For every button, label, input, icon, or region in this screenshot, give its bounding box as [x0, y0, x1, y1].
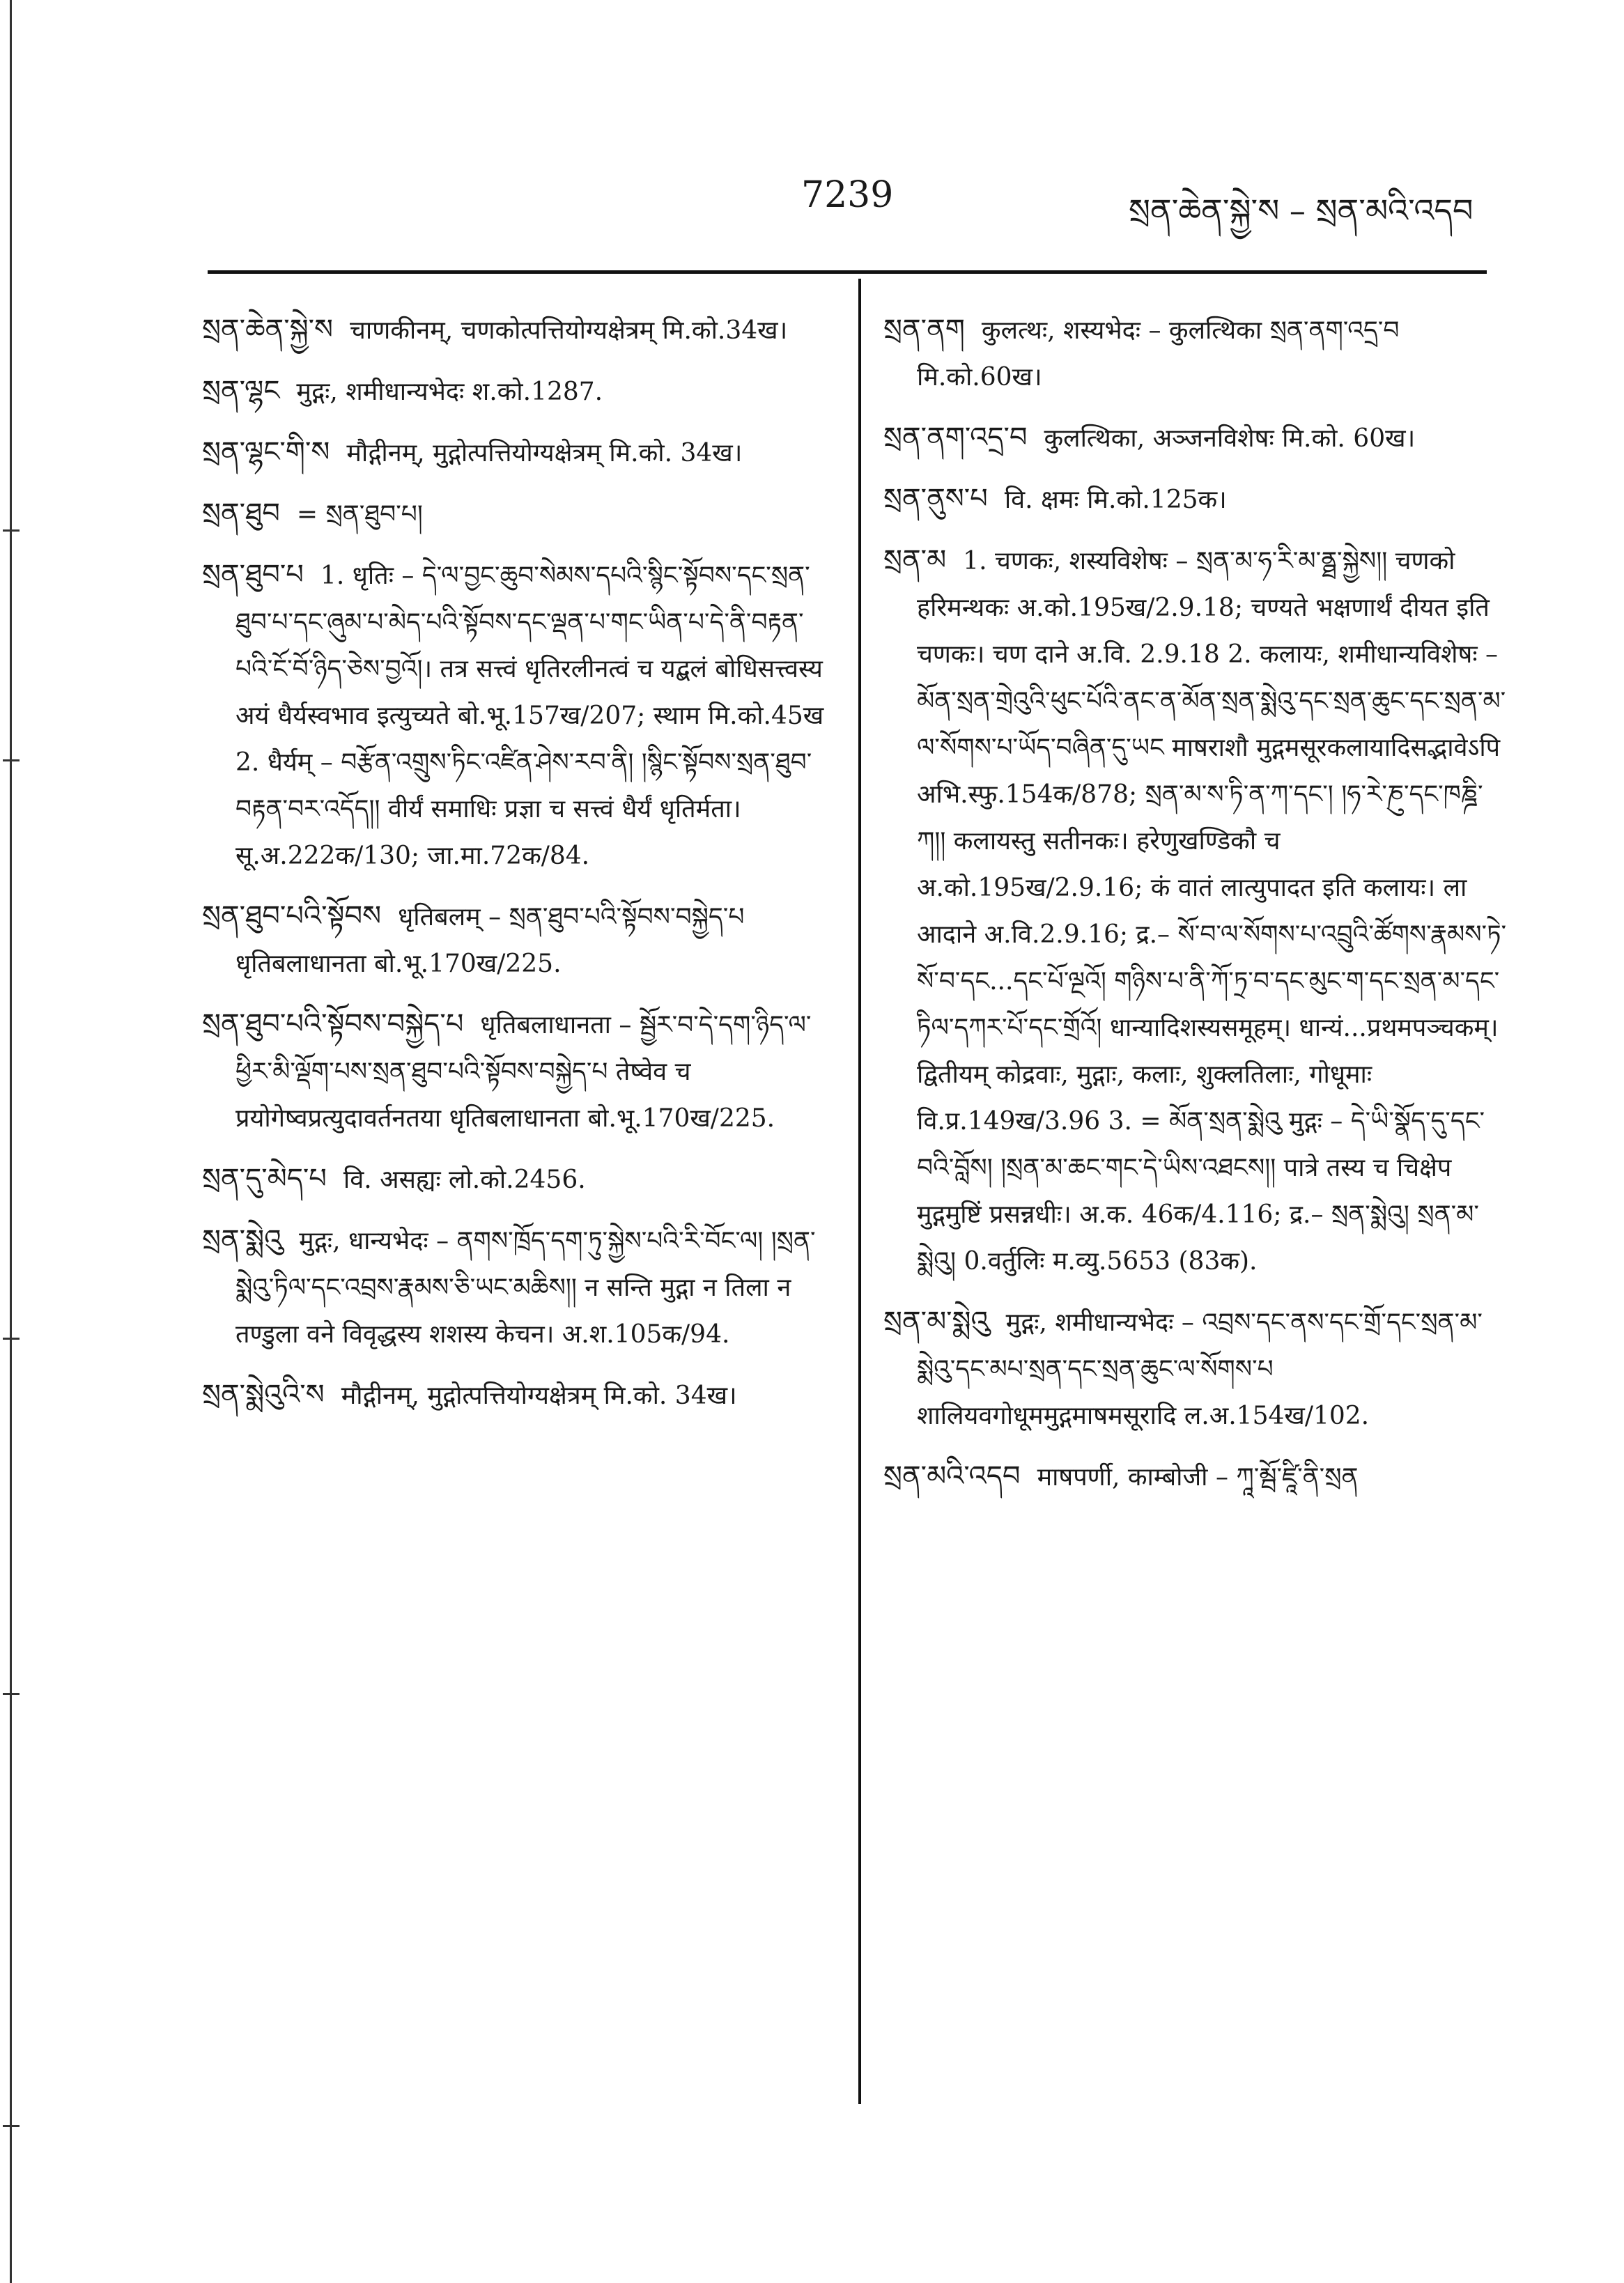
entry-headword: སྲན་མ — [883, 544, 947, 576]
binding-mark — [3, 2125, 20, 2127]
binding-line — [10, 0, 12, 2283]
running-head: སྲན་ཆེན་སྐྱེ་ས – སྲན་མའི་འདབ — [1129, 192, 1474, 229]
dictionary-entry — [883, 1453, 1507, 1501]
binding-mark — [3, 529, 20, 532]
binding-mark — [3, 1338, 20, 1340]
entry-headword: སྲན་མའི་འདབ — [883, 1460, 1021, 1492]
dictionary-entry — [202, 429, 836, 477]
header-rule — [208, 270, 1487, 274]
entry-definition: 1. धृतिः – དེ་ལ་བྱང་ཆུབ་སེམས་དཔའི་སྙིང་སྟོབས་དང་སྲན་ཐུབ་པ་དང་ཞུམ་པ་མེད་པའི་སྟོབས་དང་ལྡན་པ་གང་ཡིན་པ་དེ་ནི་བརྟན་པའི་ངོ་བོ་ཉིད་ཅེས་བྱའོ།। तत्र सत्त्वं धृतिरलीनत्वं च यद्बलं बोधिसत्त्वस्य अयं धैर्यस्वभाव इत्युच्यते बो.भू.157ख/207; स्थाम मि.को.45ख 2. धैर्यम् – བརྩོན་འགྲུས་ཏིང་འཛིན་ཤེས་རབ་ནི། །སྙིང་སྟོབས་སྲན་ཐུབ་བརྟན་བར་འདོད།། वीर्यं समाधिः प्रज्ञा च सत्त्वं धैर्यं धृतिर्मता। सू.अ.222क/130; जा.मा.72क/84. — [235, 562, 824, 870]
entry-headword: སྲན་ཐུབ — [202, 497, 280, 529]
dictionary-entry — [202, 1156, 836, 1203]
dictionary-entry — [883, 307, 1507, 401]
binding-mark — [3, 1693, 20, 1695]
dictionary-entry — [202, 368, 836, 415]
entry-headword: སྲན་མ་སྨེའུ — [883, 1306, 989, 1338]
dictionary-entry — [883, 1299, 1507, 1439]
dictionary-entry — [202, 552, 836, 879]
entry-definition: मौद्गीनम्, मुद्गोत्पत्तियोग्यक्षेत्रम् मि.को. 34ख। — [341, 1382, 737, 1410]
entry-definition: धृतिबलाधानता – སྦྱོར་བ་དེ་དག་ཉིད་ལ་ཕྱིར་མི་ལྡོག་པས་སྲན་ཐུབ་པའི་སྟོབས་བསྐྱེད་པ तेष्वेव च प्रयोगेष्वप्रत्युदावर्तनतया धृतिबलाधानता बो.भू.170ख/225. — [235, 1011, 812, 1133]
entry-definition: मुद्गः, धान्यभेदः – ནགས་ཁྲོད་དག་ཏུ་སྐྱེས་པའི་རི་བོང་ལ། །སྲན་སྨེའུ་ཏིལ་དང་འབྲས་རྣམས་ཅི་ཡང་མཆིས།། न सन्ति मुद्गा न तिला न तण्डुला वने विवृद्धस्य शशस्य केचन। अ.श.105क/94. — [235, 1227, 816, 1349]
entry-definition: धृतिबलम् – སྲན་ཐུབ་པའི་སྟོབས་བསྐྱེད་པ धृतिबलाधानता बो.भू.170ख/225. — [235, 903, 745, 978]
entry-headword: སྲན་ལྷང་གི་ས — [202, 436, 330, 468]
entry-definition: वि. असह्यः लो.को.2456. — [343, 1166, 586, 1194]
entry-headword: སྲན་ཆེན་སྐྱེ་ས — [202, 314, 334, 346]
entry-headword: སྲན་དུ་མེད་པ — [202, 1163, 327, 1195]
entry-headword: སྲན་ལྷང — [202, 375, 280, 407]
dictionary-entry — [883, 415, 1507, 462]
entry-definition: 1. चणकः, शस्यविशेषः – སྲན་མ་ཧ་རི་མ་ནྠ་སྐྱེས།། चणको हरिमन्थकः अ.को.195ख/2.9.18; चण्यते भक्षणार्थं दीयत इति चणकः। चण दाने अ.वि. 2.9.18 2. कलायः, शमीधान्यविशेषः – མོན་སྲན་གྲེའུའི་ཕུང་པོའི་ནང་ན་མོན་སྲན་སྨེའུ་དང་སྲན་ཆུང་དང་སྲན་མ་ལ་སོགས་པ་ཡོད་བཞིན་དུ་ཡང माषराशौ मुद्गमसूरकलायादिसद्भावेऽपि अभि.स्फु.154क/878; སྲན་མ་ས་ཏི་ན་ཀ་དང་། །ཧ་རེ་ཎུ་དང་ཁཎྜི་ཀ།། कलायस्तु सतीनकः। हरेणुखण्डिकौ च अ.को.195ख/2.9.16; कं वातं लात्युपादत इति कलायः। ला आदाने अ.वि.2.9.16; द्र.– སོ་བ་ལ་སོགས་པ་འབྲུའི་ཚོགས་རྣམས་ཏེ་སོ་བ་དང...དང་པོ་ལྔའོ། གཉིས་པ་ནི་ཀོ་ཏྲ་བ་དང་མུང་ག་དང་སྲན་མ་དང་ཏིལ་དཀར་པོ་དང་གྲོའོ། धान्यादिशस्यसमूहम्। धान्यं...प्रथमपञ्चकम्। द्वितीयम् कोद्रवाः, मुद्गाः, कलाः, शुक्लतिलाः, गोधूमाः वि.प्र.149ख/3.96 3. = མོན་སྲན་སྨེའུ मुद्गः – དེ་ཡི་སྣོད་དུ་དང་བའི་བློས། །སྲན་མ་ཆང་གང་དེ་ཡིས་འཐངས།། पात्रे तस्य च चिक्षेप मुद्गमुष्टिं प्रसन्नधीः। अ.क. 46क/4.116; द्र.– སྲན་སྨེའུ། སྲན་མ་སྨེའུ། 0.वर्तुलिः म.व्यु.5653 (83क). — [917, 547, 1507, 1276]
dictionary-entry — [883, 476, 1507, 523]
scan-edge — [0, 0, 24, 2283]
entry-definition: कुलत्थः, शस्यभेदः – कुलत्थिका སྲན་ནག་འདྲ་བ मि.को.60ख। — [917, 316, 1400, 392]
dictionary-entry — [202, 1217, 836, 1358]
page-number: 7239 — [801, 174, 894, 216]
entry-definition: चाणकीनम्, चणकोत्पत्तियोग्यक्षेत्रम् मि.को.34ख। — [350, 316, 788, 345]
entry-headword: སྲན་སྨེའུའི་ས — [202, 1379, 325, 1411]
entry-headword: སྲན་ཐུབ་པའི་སྟོབས — [202, 900, 382, 932]
dictionary-entry — [883, 537, 1507, 1285]
entry-headword: སྲན་སྨེའུ — [202, 1224, 283, 1256]
dictionary-entry — [202, 893, 836, 987]
binding-mark — [3, 759, 20, 761]
dictionary-entry — [202, 307, 836, 354]
entry-headword: སྲན་ཐུབ་པ — [202, 559, 304, 591]
entry-definition: = སྲན་ཐུབ་པ། — [296, 500, 423, 529]
left-column — [202, 307, 836, 1433]
entry-definition: मुद्गः, शमीधान्यभेदः श.को.1287. — [296, 378, 603, 406]
dictionary-entry — [202, 1001, 836, 1142]
dictionary-entry — [202, 490, 836, 538]
entry-definition: कुलत्थिका, अञ्जनविशेषः मि.को. 60ख। — [1044, 424, 1416, 453]
right-column — [883, 307, 1507, 1515]
column-divider — [858, 279, 861, 2104]
entry-headword: སྲན་ནུས་པ — [883, 483, 988, 515]
entry-headword: སྲན་ནག — [883, 314, 965, 346]
entry-definition: मौद्गीनम्, मुद्गोत्पत्तियोग्यक्षेत्रम् मि.को. 34ख। — [346, 439, 743, 467]
entry-definition: वि. क्षमः मि.को.125क। — [1004, 486, 1227, 514]
entry-headword: སྲན་ཐུབ་པའི་སྟོབས་བསྐྱེད་པ — [202, 1008, 464, 1040]
entry-definition: मुद्गः, शमीधान्यभेदः – འབྲས་དང་ནས་དང་གྲོ་དང་སྲན་མ་སྨེའུ་དང་མཔ་སྲན་དང་སྲན་ཆུང་ལ་སོགས་པ शालियवगोधूममुद्गमाषमसूरादि ल.अ.154ख/102. — [917, 1308, 1483, 1430]
entry-headword: སྲན་ནག་འདྲ་བ — [883, 421, 1028, 454]
entry-definition: माषपर्णी, काम्बोजी – ཀཱ་མྦོ་ཛཱི་ནི་སྲན — [1037, 1463, 1359, 1492]
dictionary-entry — [202, 1372, 836, 1419]
